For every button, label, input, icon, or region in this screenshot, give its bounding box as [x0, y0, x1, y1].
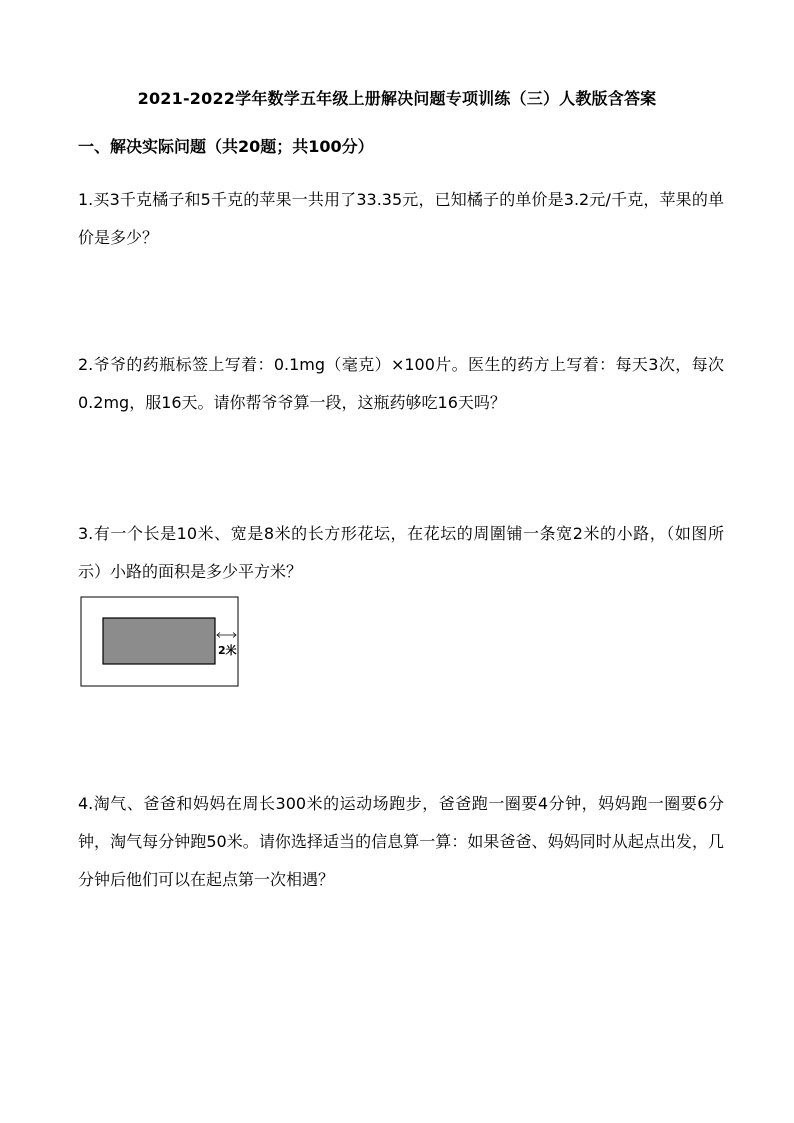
question-3: 3.有一个长是10米、宽是8米的长方形花坛，在花坛的周圍铺一条宽2米的小路，（如图所示）小路的面积是多少平方米？: [78, 524, 724, 581]
section-heading: 一、解决实际问题（共20题；共100分）: [78, 137, 374, 156]
document-title: 2021-2022学年数学五年级上册解决问题专项训练（三）人教版含答案: [137, 89, 657, 108]
question-1: 1.买3千克橘子和5千克的苹果一共用了33.35元，已知橘子的单价是3.2元/千克，苹果的单价是多少？: [78, 190, 724, 247]
garden-path-figure: [80, 596, 239, 687]
question-4: 4.淘气、爸爸和妈妈在周长300米的运动场跑步，爸爸跑一圈要4分钟，妈妈跑一圈要6分钟，淘气每分钟跑50米。请你选择适当的信息算一算：如果爸爸、妈妈同时从起点出发，几分钟后他们可以在起点第一次相遇？: [78, 794, 724, 889]
width-label: 2米: [218, 644, 237, 657]
flower-bed-rect: [103, 618, 215, 664]
question-2: 2.爷爷的药瓶标签上写着：0.1mg（毫克）×100片。医生的药方上写着：每天3次，每次0.2mg，服16天。请你帮爷爷算一段，这瓶药够吃16天吗？: [78, 355, 724, 412]
